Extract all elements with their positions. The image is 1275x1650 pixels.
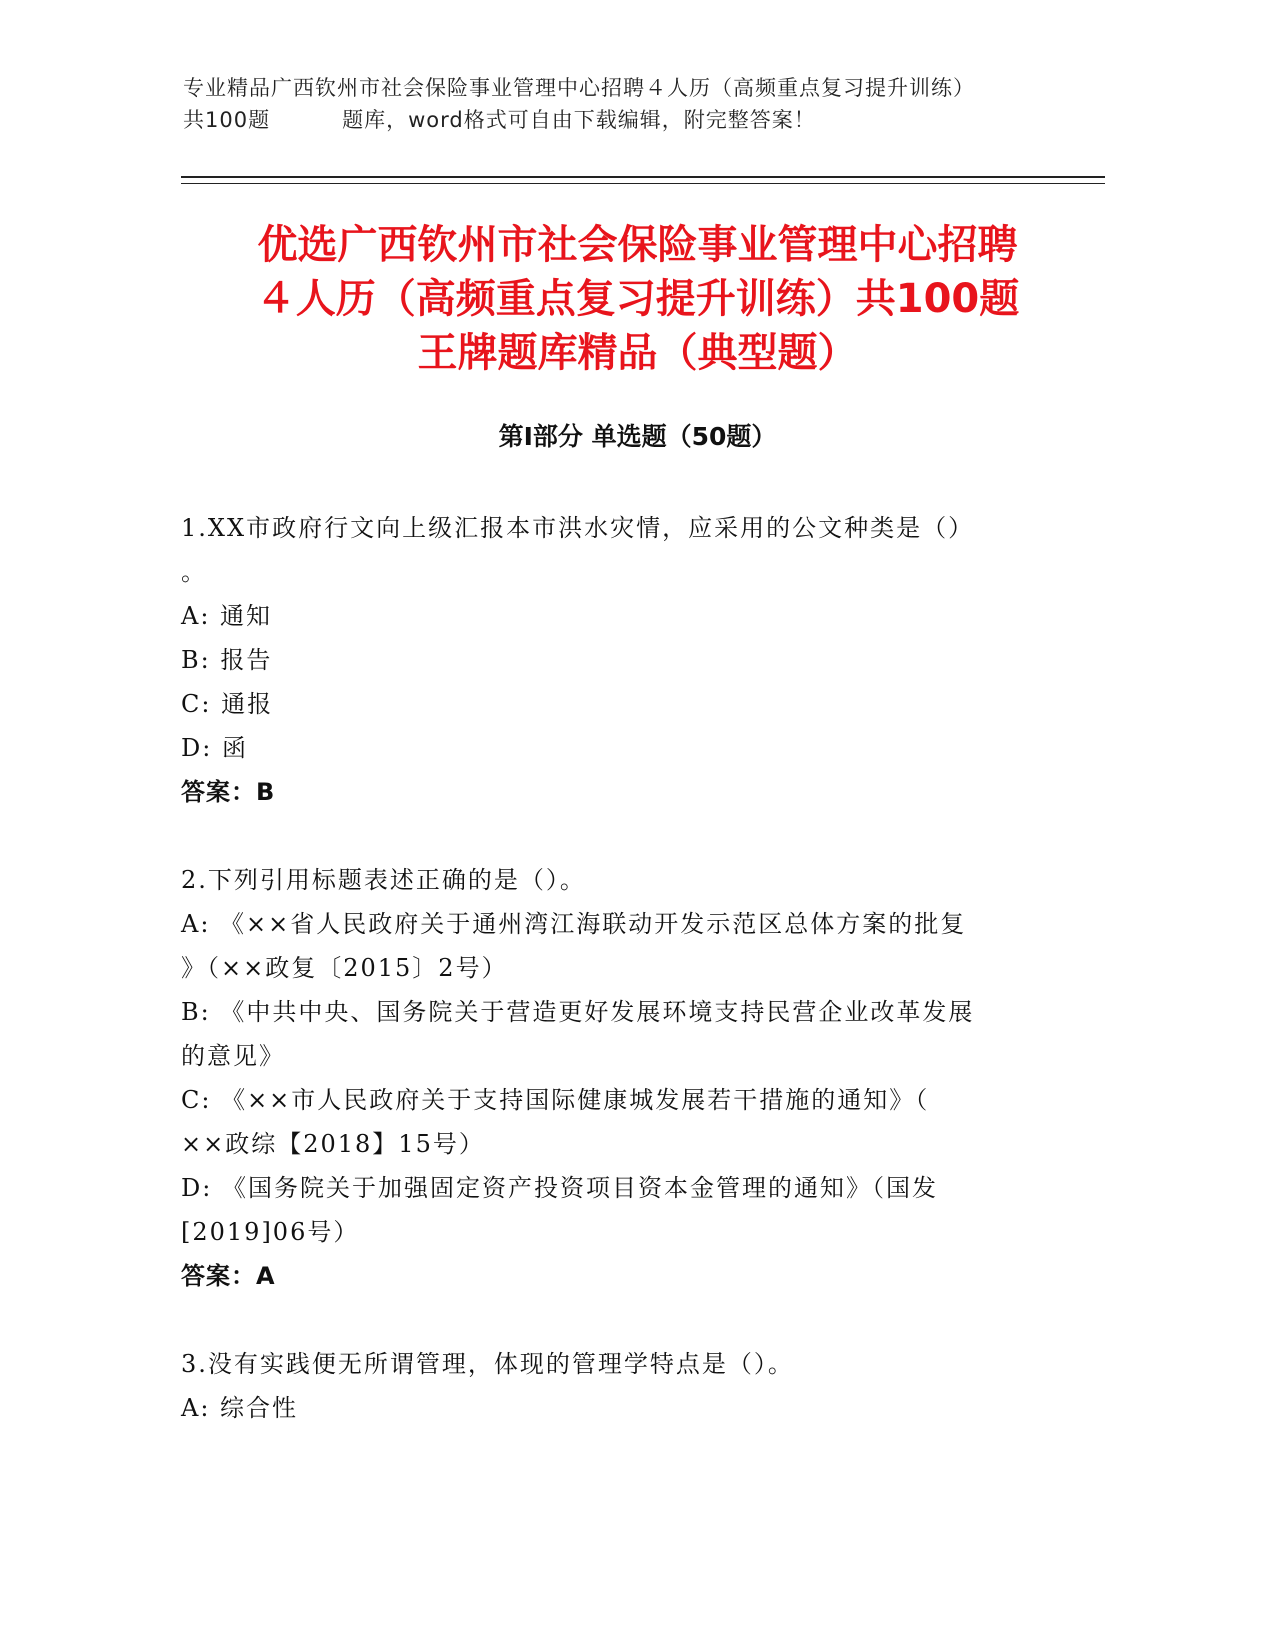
option-b: B: 《中共中央、国务院关于营造更好发展环境支持民营企业改革发展	[181, 998, 975, 1026]
header-line-2	[183, 104, 1083, 136]
page-header	[183, 72, 1083, 136]
question-stem: 2.下列引用标题表述正确的是（）。	[181, 866, 586, 894]
question-list	[181, 506, 1041, 1430]
section-heading: 第Ⅰ部分 单选题（50题）	[498, 422, 777, 451]
header-line-1: 专业精品广西钦州市社会保险事业管理中心招聘４人历（高频重点复习提升训练）	[183, 76, 975, 100]
title-line-2: ４人历（高频重点复习提升训练）共100题	[255, 276, 1020, 322]
option-d: D: 函	[181, 734, 248, 762]
answer-label: 答案：B	[181, 778, 276, 806]
option-c: C: 通报	[181, 690, 274, 718]
question-1	[181, 506, 1041, 814]
document-title	[150, 218, 1125, 380]
header-rule-thin	[181, 183, 1105, 184]
option-a: A: 通知	[181, 602, 273, 630]
question-stem: 。	[181, 558, 207, 586]
option-a: A: 综合性	[181, 1394, 299, 1422]
option-d: D: 《国务院关于加强固定资产投资项目资本金管理的通知》（国发	[181, 1174, 938, 1202]
option-c: C: 《××市人民政府关于支持国际健康城发展若干措施的通知》（	[181, 1086, 930, 1114]
title-line-3: 王牌题库精品（典型题）	[417, 330, 858, 376]
option-c-cont: ××政综【2018】15号）	[181, 1130, 485, 1158]
header-count: 共100题	[183, 108, 271, 132]
option-b-cont: 的意见》	[181, 1042, 285, 1070]
header-note: 题库，word格式可自由下载编辑，附完整答案！	[342, 108, 816, 132]
answer-label: 答案：A	[181, 1262, 276, 1290]
question-stem: 1.XX市政府行文向上级汇报本市洪水灾情，应采用的公文种类是（）	[181, 514, 975, 542]
question-3	[181, 1342, 1041, 1430]
header-rule-thick	[181, 176, 1105, 178]
option-d-cont: [2019]06号）	[181, 1218, 360, 1246]
option-a: A: 《××省人民政府关于通州湾江海联动开发示范区总体方案的批复	[181, 910, 967, 938]
option-b: B: 报告	[181, 646, 273, 674]
option-a-cont: 》（××政复〔2015〕2号）	[181, 954, 508, 982]
title-line-1: 优选广西钦州市社会保险事业管理中心招聘	[257, 222, 1018, 268]
question-stem: 3.没有实践便无所谓管理，体现的管理学特点是（）。	[181, 1350, 794, 1378]
question-2	[181, 858, 1041, 1298]
